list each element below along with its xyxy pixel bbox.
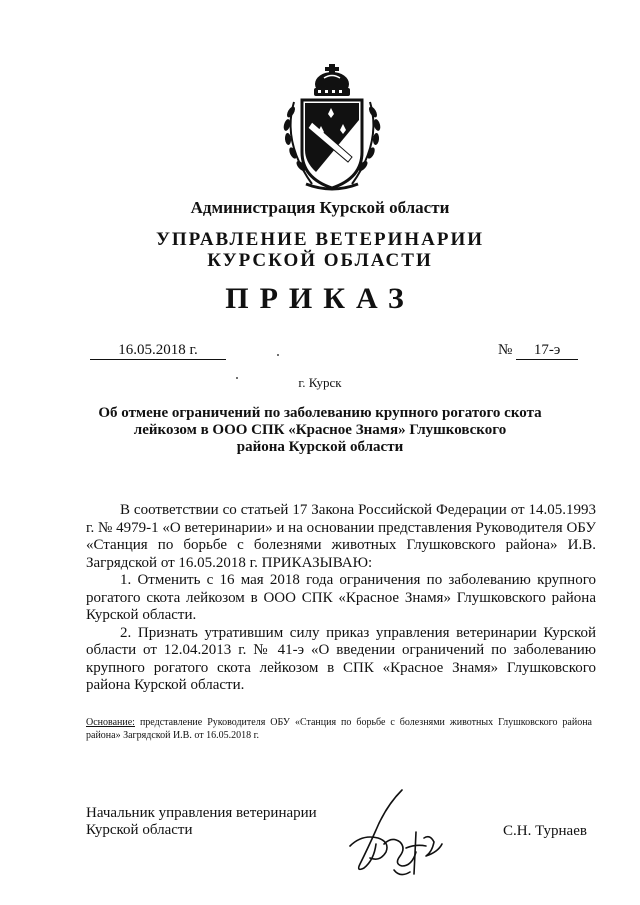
signatory-title xyxy=(86,805,317,839)
document-type-title: ПРИКАЗ xyxy=(225,282,415,315)
subject-line: лейкозом в ООО СПК «Красное Знамя» Глушковского xyxy=(133,422,507,438)
subject-line: района Курской области xyxy=(236,439,404,455)
body-paragraph-item-2: 2. Признать утратившим силу приказ управления ветеринарии Курской области от 12.04.2013 г. № 41-э «О введении ограничений по заболеванию крупного рогатого скота лейкозом в СПК «Красное Знамя» Глушковского района Курской области. xyxy=(86,624,596,693)
body-paragraph-preamble: В соответствии со статьей 17 Закона Российской Федерации от 14.05.1993 г. № 4979-1 «О ветеринарии» и на основании представления Руководителя ОБУ «Станция по борьбе с болезнями животных Глушковского района» И.В. Загрядской от 16.05.2018 г. ПРИКАЗЫВАЮ: xyxy=(86,502,596,571)
signatory-title-line: Курской области xyxy=(86,822,193,838)
order-number-prefix: № xyxy=(498,342,513,358)
order-number xyxy=(498,341,578,360)
basis-note xyxy=(86,716,592,742)
department-name-line2: КУРСКОЙ ОБЛАСТИ xyxy=(207,250,433,271)
department-name-line1: УПРАВЛЕНИЕ ВЕТЕРИНАРИИ xyxy=(155,229,485,250)
body-paragraph-item-1: 1. Отменить с 16 мая 2018 года ограничения по заболеванию крупного рогатого скота лейкозом в ООО СПК «Красное Знамя» Глушковского района Курской области. xyxy=(86,572,596,623)
order-body xyxy=(86,502,596,695)
order-date: 16.05.2018 г. xyxy=(90,341,226,360)
signatory-name: С.Н. Турнаев xyxy=(503,823,587,839)
order-subject xyxy=(95,405,545,456)
order-number-value: 17-э xyxy=(516,341,578,360)
coat-of-arms-icon xyxy=(272,62,392,194)
subject-line: Об отмене ограничений по заболеванию крупного рогатого скота xyxy=(98,405,542,421)
issue-city: г. Курск xyxy=(298,375,342,390)
basis-label: Основание: xyxy=(86,717,135,728)
handwritten-signature xyxy=(330,786,460,886)
organization-name: Администрация Курской области xyxy=(190,198,450,217)
scan-speck xyxy=(277,354,279,356)
signatory-title-line: Начальник управления ветеринарии xyxy=(86,805,317,821)
basis-text: представление Руководителя ОБУ «Станция по борьбе с болезнями животных Глушковского района района» Загрядской И.В. от 16.05.2018 г. xyxy=(86,717,592,741)
